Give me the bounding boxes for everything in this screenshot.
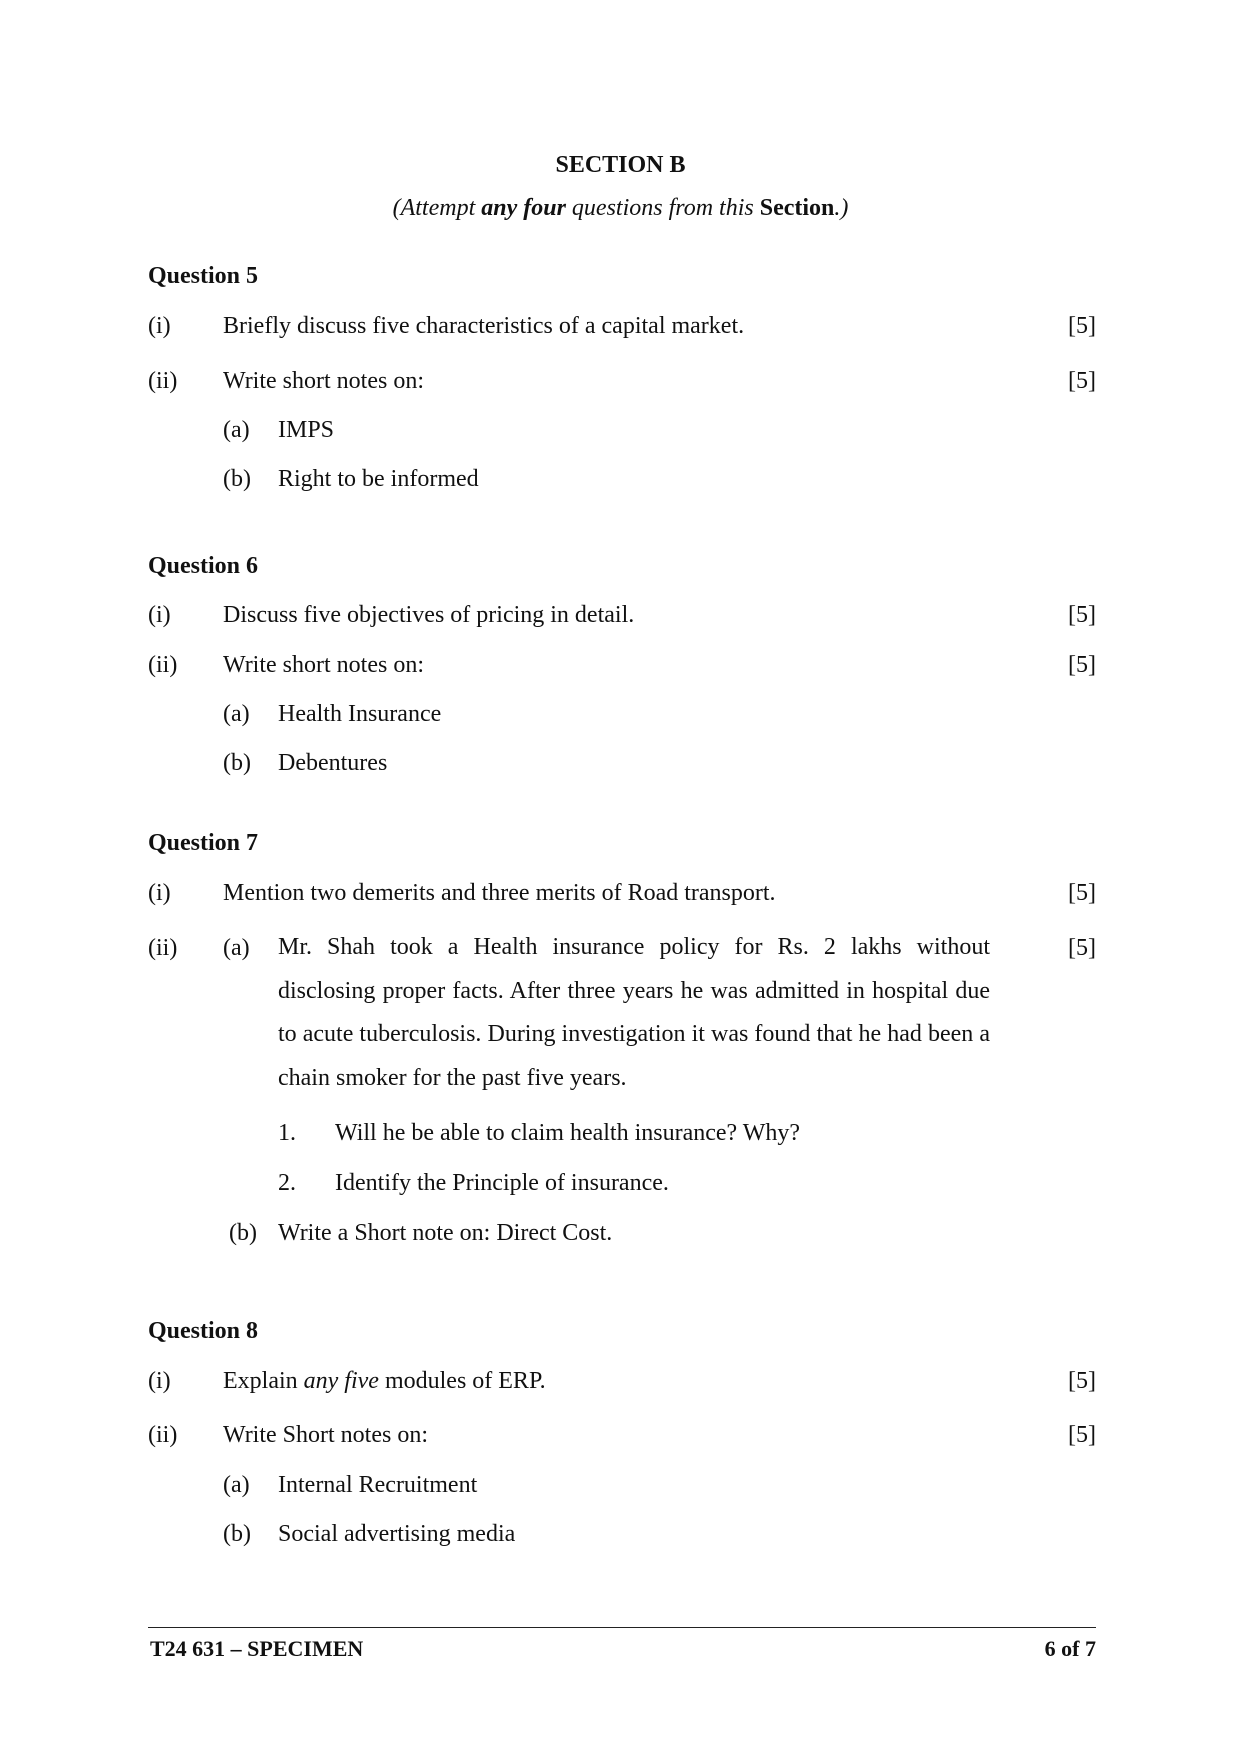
q5-part-ii-number: (ii) bbox=[148, 368, 178, 394]
q7-part-i-marks: [5] bbox=[1068, 880, 1096, 906]
question-5-heading: Question 5 bbox=[148, 263, 259, 289]
q7-part-i-number: (i) bbox=[148, 880, 171, 906]
q7-part-ii-number: (ii) bbox=[148, 935, 178, 961]
q6-part-ii-number: (ii) bbox=[148, 652, 178, 678]
q5-part-ii-text: Write short notes on: bbox=[223, 368, 424, 394]
q6-sub-a-label: (a) bbox=[223, 701, 250, 727]
q5-part-i-text: Briefly discuss five characteristics of a capital market. bbox=[223, 313, 745, 339]
q5-sub-a-label: (a) bbox=[223, 417, 250, 443]
q6-part-ii-text: Write short notes on: bbox=[223, 652, 424, 678]
q8-part-i-marks: [5] bbox=[1068, 1368, 1096, 1394]
q6-sub-b-label: (b) bbox=[223, 750, 251, 776]
instruction-section-word: Section bbox=[759, 195, 835, 221]
footer-rule bbox=[148, 1627, 1096, 1628]
q7-sub-b-label: (b) bbox=[229, 1220, 257, 1246]
q8-part-i-post: modules of ERP. bbox=[378, 1368, 546, 1394]
question-8-heading: Question 8 bbox=[148, 1318, 259, 1344]
section-instruction bbox=[0, 193, 1241, 223]
q7-sub-1-text: Will he be able to claim health insurance? Why? bbox=[335, 1120, 801, 1146]
q6-part-i-text: Discuss five objectives of pricing in detail. bbox=[223, 602, 635, 628]
q5-part-i-marks: [5] bbox=[1068, 313, 1096, 339]
q7-sub-2-text: Identify the Principle of insurance. bbox=[335, 1170, 669, 1196]
q6-part-i-number: (i) bbox=[148, 602, 171, 628]
q7-part-i-text: Mention two demerits and three merits of Road transport. bbox=[223, 880, 776, 906]
q5-part-i-number: (i) bbox=[148, 313, 171, 339]
q6-part-i-marks: [5] bbox=[1068, 602, 1096, 628]
instruction-open: (Attempt bbox=[392, 195, 482, 221]
q5-sub-a-text: IMPS bbox=[278, 417, 335, 443]
footer-page-number: 6 of 7 bbox=[1044, 1636, 1096, 1661]
q7-sub-b-text: Write a Short note on: Direct Cost. bbox=[278, 1220, 613, 1246]
q8-part-ii-marks: [5] bbox=[1068, 1422, 1096, 1448]
q5-sub-b-label: (b) bbox=[223, 466, 251, 492]
q6-part-ii-marks: [5] bbox=[1068, 652, 1096, 678]
question-7-heading: Question 7 bbox=[148, 830, 259, 856]
q8-part-ii-number: (ii) bbox=[148, 1422, 178, 1448]
instruction-close: .) bbox=[834, 195, 849, 221]
question-6-heading: Question 6 bbox=[148, 553, 259, 579]
q8-part-ii-text: Write Short notes on: bbox=[223, 1422, 429, 1448]
q8-part-i-pre: Explain bbox=[223, 1368, 304, 1394]
q8-sub-b-label: (b) bbox=[223, 1521, 251, 1547]
q8-part-i-text bbox=[223, 1366, 546, 1396]
q6-sub-a-text: Health Insurance bbox=[278, 701, 442, 727]
section-title: SECTION B bbox=[555, 152, 686, 178]
q7-sub-2-number: 2. bbox=[278, 1170, 296, 1196]
q5-sub-b-text: Right to be informed bbox=[278, 466, 479, 492]
q7-sub-a-label: (a) bbox=[223, 935, 250, 961]
q8-sub-a-label: (a) bbox=[223, 1472, 250, 1498]
instruction-mid: questions from this bbox=[565, 195, 760, 221]
q8-part-i-number: (i) bbox=[148, 1368, 171, 1394]
q8-sub-a-text: Internal Recruitment bbox=[278, 1472, 478, 1498]
q7-part-ii-marks: [5] bbox=[1068, 935, 1096, 961]
instruction-emphasis: any four bbox=[481, 195, 566, 221]
q5-part-ii-marks: [5] bbox=[1068, 368, 1096, 394]
q8-part-i-emphasis: any five bbox=[303, 1368, 379, 1394]
q7-case-paragraph: Mr. Shah took a Health insurance policy for Rs. 2 lakhs without disclosing proper facts. After three years he was admitted in hospital due to acute tuberculosis. During investigation it was found that he had been a chain smoker for the past five years. bbox=[278, 934, 990, 1091]
q6-sub-b-text: Debentures bbox=[278, 750, 388, 776]
footer-paper-code: T24 631 – SPECIMEN bbox=[150, 1636, 364, 1661]
q7-sub-1-number: 1. bbox=[278, 1120, 296, 1146]
q8-sub-b-text: Social advertising media bbox=[278, 1521, 516, 1547]
